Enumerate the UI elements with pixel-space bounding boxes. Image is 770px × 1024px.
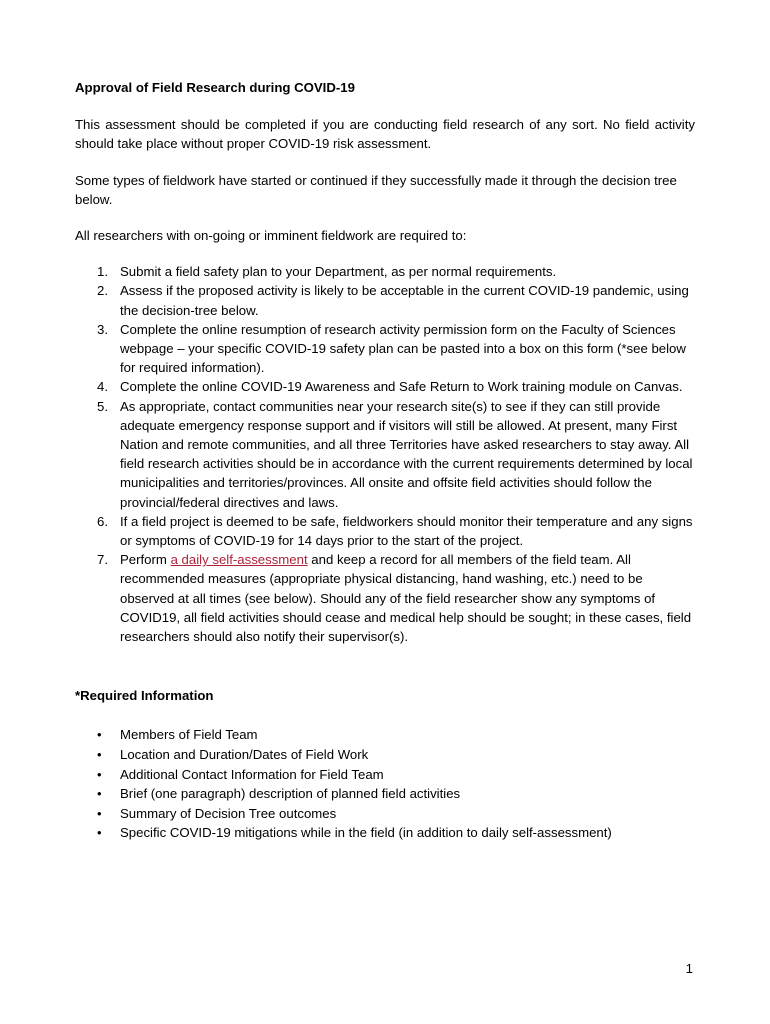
list-item [75, 550, 695, 646]
list-item [75, 397, 695, 512]
list-item [75, 725, 695, 745]
list-item-text: Summary of Decision Tree outcomes [120, 805, 337, 821]
fieldwork-note-paragraph: Some types of fieldwork have started or continued if they successfully made it through the decision tree below. [75, 172, 677, 207]
list-item-text: Members of Field Team [120, 727, 258, 743]
requirements-list [75, 262, 695, 646]
list-item [75, 262, 695, 281]
step7-text-before-link: Perform [120, 552, 171, 568]
list-item-text: Complete the online resumption of research activity permission form on the Faculty of Sciences webpage – your specific COVID-19 safety plan can be pasted into a box on this form (*see below for required information). [120, 321, 686, 376]
list-number: 2. [97, 283, 108, 299]
list-item-text: Additional Contact Information for Field Team [120, 766, 384, 782]
list-item-text [120, 552, 691, 644]
required-information-list [75, 725, 695, 843]
bullet-icon: • [97, 766, 102, 782]
list-item-text: As appropriate, contact communities near your research site(s) to see if they can still provide adequate emergency response support and if visitors will still be allowed. At present, many First Nation and remote communities, and all three Territories have asked researchers to stay away. All field research activities should be in accordance with the current requirements determined by local municipalities and territories/provinces. All onsite and offsite field activities should follow the provincial/federal directives and laws. [120, 398, 693, 510]
page-number: 1 [685, 961, 693, 976]
bullet-icon: • [97, 786, 102, 802]
list-number: 7. [97, 552, 108, 568]
list-item [75, 281, 695, 319]
list-item [75, 784, 695, 804]
list-item-text: Assess if the proposed activity is likely to be acceptable in the current COVID-19 pandemic, using the decision-tree below. [120, 283, 689, 318]
list-number: 6. [97, 513, 108, 529]
list-number: 4. [97, 379, 108, 395]
intro-paragraph: This assessment should be completed if you are conducting field research of any sort. No field activity should take place without proper COVID-19 risk assessment. [75, 117, 695, 152]
list-item [75, 377, 695, 396]
bullet-icon: • [97, 805, 102, 821]
list-number: 3. [97, 321, 108, 337]
list-item [75, 745, 695, 765]
list-item-text: Location and Duration/Dates of Field Work [120, 747, 369, 763]
bullet-icon: • [97, 747, 102, 763]
list-number: 1. [97, 264, 108, 280]
list-item-text: Complete the online COVID-19 Awareness and Safe Return to Work training module on Canvas. [120, 379, 683, 395]
daily-self-assessment-link[interactable]: a daily self-assessment [170, 552, 308, 568]
list-item [75, 320, 695, 378]
bullet-icon: • [97, 727, 102, 743]
list-item [75, 804, 695, 824]
list-item [75, 512, 695, 550]
step7-text-after-link: and keep a record for all members of the field team. All recommended measures (appropriate physical distancing, hand washing, etc.) need to be observed at all times (see below). Should any of the field researcher show any symptoms of COVID19, all field activities should cease and medical help should be sought; in these cases, field researchers should also notify their supervisor(s). [120, 552, 692, 645]
list-item-text: If a field project is deemed to be safe, fieldworkers should monitor their temperature and any signs or symptoms of COVID-19 for 14 days prior to the start of the project. [120, 513, 693, 549]
list-item-text: Specific COVID-19 mitigations while in the field (in addition to daily self-assessment) [120, 825, 612, 841]
list-item [75, 765, 695, 785]
list-item-text: Brief (one paragraph) description of planned field activities [120, 786, 461, 802]
bullet-icon: • [97, 825, 102, 841]
requirements-lead: All researchers with on-going or imminent fieldwork are required to: [75, 228, 467, 244]
document-title: Approval of Field Research during COVID-19 [75, 80, 355, 95]
document-page [75, 78, 695, 843]
list-item [75, 823, 695, 843]
required-information-heading: *Required Information [75, 688, 214, 704]
list-item-text: Submit a field safety plan to your Department, as per normal requirements. [120, 264, 557, 280]
list-number: 5. [97, 398, 108, 414]
